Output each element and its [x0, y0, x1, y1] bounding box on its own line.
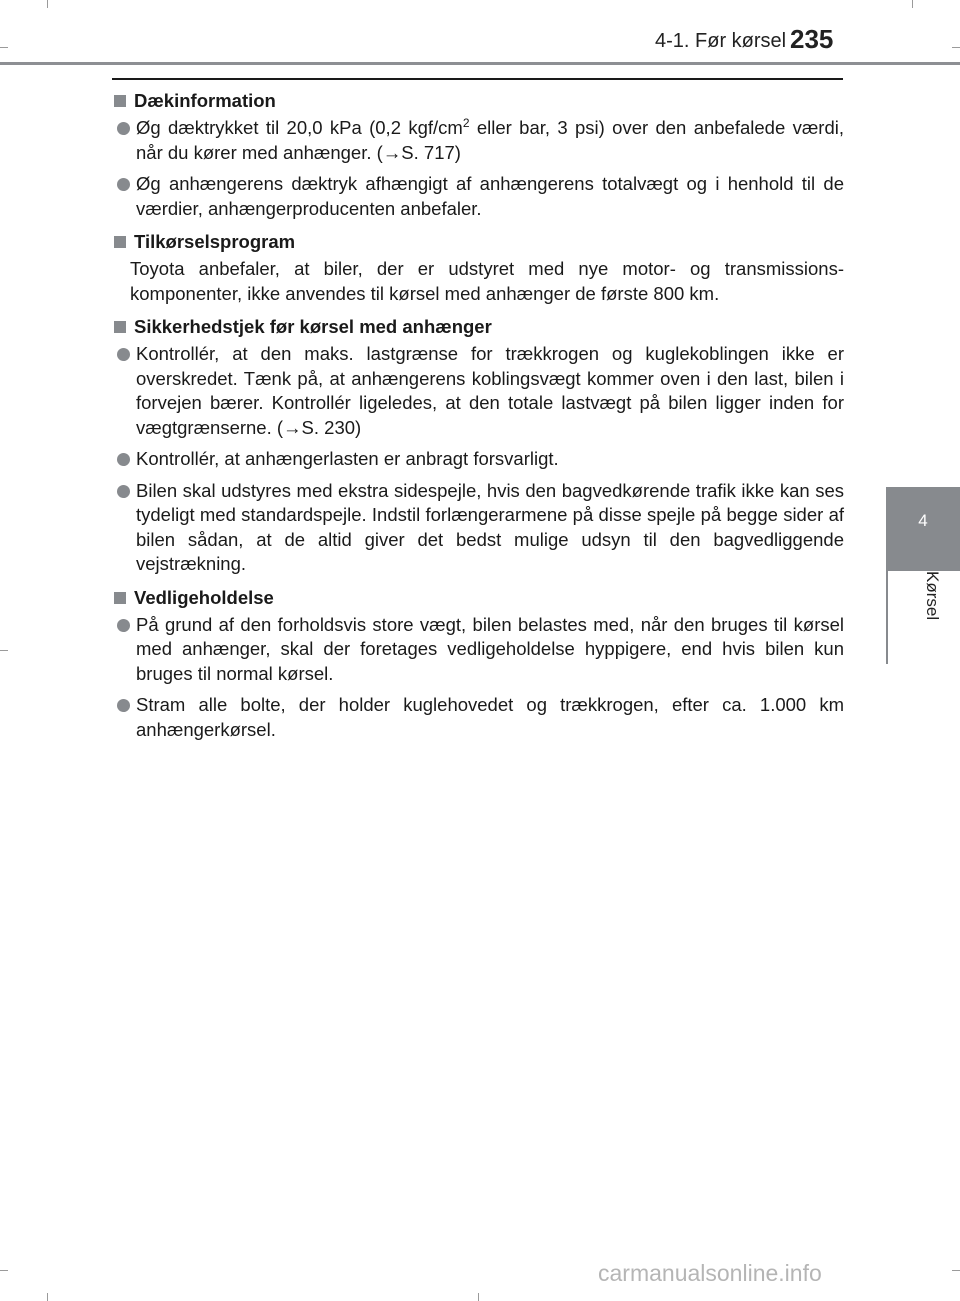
- circle-bullet-icon: [117, 619, 130, 632]
- crop-mark: [0, 1270, 8, 1271]
- section-title: Tilkørselsprogram: [134, 231, 296, 252]
- watermark: carmanualsonline.info: [598, 1260, 822, 1286]
- item-text-part: eller bar, 3 psi) over den anbefalede værdi, når du kører med anhænger. (→S. 717): [136, 117, 844, 163]
- circle-bullet-icon: [117, 453, 130, 466]
- section-safety-check: [112, 314, 844, 577]
- circle-bullet-icon: [117, 348, 130, 361]
- item-text: [136, 116, 844, 165]
- item-text-part: Øg dæktrykket til 20,0 kPa (0,2 kgf/cm: [136, 117, 463, 138]
- page-number: 235: [790, 24, 834, 54]
- section-title: Sikkerhedstjek før kørsel med anhænger: [134, 316, 492, 337]
- chapter-label: [886, 571, 960, 664]
- chapter-number: 4: [918, 511, 928, 530]
- section-title: Dækinformation: [134, 90, 276, 111]
- square-bullet-icon: [114, 236, 126, 248]
- content-rule: [112, 78, 843, 80]
- circle-bullet-icon: [117, 485, 130, 498]
- item-text: På grund af den forholdsvis store vægt, bilen belastes med, når den bruges til kørsel med anhænger, skal der foretages vedligeholdelse hyppigere, end hvis bilen kun bruges til normal kørsel.: [136, 613, 844, 684]
- square-bullet-icon: [114, 95, 126, 107]
- item-text: Kontrollér, at anhængerlasten er anbragt forsvarligt.: [136, 448, 559, 469]
- chapter-title: Kørsel: [923, 571, 942, 621]
- square-bullet-icon: [114, 592, 126, 604]
- list-item: [112, 447, 844, 472]
- item-text: Øg anhængerens dæktryk afhængigt af anhængerens totalvægt og i henhold til de værdier, anhængerproducenten anbefaler.: [136, 173, 844, 219]
- page-header: [0, 0, 960, 66]
- crop-mark: [0, 650, 8, 651]
- section-maintenance: [112, 585, 844, 743]
- section-paragraph: Toyota anbefaler, at biler, der er udstyret med nye motor- og transmissionskomponenter, ikke anvendes til kørsel med anhænger de første 800 km.: [130, 258, 844, 304]
- header-section-title: 4-1. Før kørsel: [655, 30, 787, 52]
- section-heading: [112, 585, 844, 611]
- superscript: 2: [462, 115, 470, 130]
- circle-bullet-icon: [117, 122, 130, 135]
- list-item: [112, 693, 844, 742]
- section-heading: [112, 229, 844, 255]
- header-rule: [0, 62, 960, 65]
- list-item: [112, 172, 844, 221]
- item-text: Kontrollér, at den maks. lastgrænse for trækkrogen og kuglekoblingen ikke er overskredet. Tænk på, at anhængerens koblingsvægt kommer oven i den last, bilen i forvejen bærer. Kontrollér ligeledes, at den totale lastvægt på bilen ligger inden for vægtgrænserne. (→S. 230): [136, 343, 844, 438]
- list-item: [112, 342, 844, 440]
- section-heading: [112, 88, 844, 114]
- section-tire-info: [112, 88, 844, 221]
- section-run-in: [112, 229, 844, 306]
- circle-bullet-icon: [117, 699, 130, 712]
- chapter-tab: [886, 487, 960, 571]
- square-bullet-icon: [114, 321, 126, 333]
- crop-mark: [47, 1293, 48, 1301]
- item-text: Stram alle bolte, der holder kuglehovedet og trækkrogen, efter ca. 1.000 km anhængerkørsel.: [136, 694, 844, 740]
- list-item: [112, 479, 844, 577]
- circle-bullet-icon: [117, 178, 130, 191]
- list-item: [112, 613, 844, 687]
- section-title: Vedligeholdelse: [134, 586, 274, 608]
- list-item: [112, 116, 844, 165]
- section-heading: [112, 314, 844, 340]
- item-text: Bilen skal udstyres med ekstra sidespejle, hvis den bagvedkørende trafik ikke kan ses tydeligt med standardspejle. Indstil forlængerarmene på disse spejle på begge sider af bilen sådan, at de altid giver det bedst mulige udsyn til den bagvedliggende vejstrækning.: [136, 479, 844, 574]
- page-content: [112, 88, 844, 750]
- crop-mark: [478, 1293, 479, 1301]
